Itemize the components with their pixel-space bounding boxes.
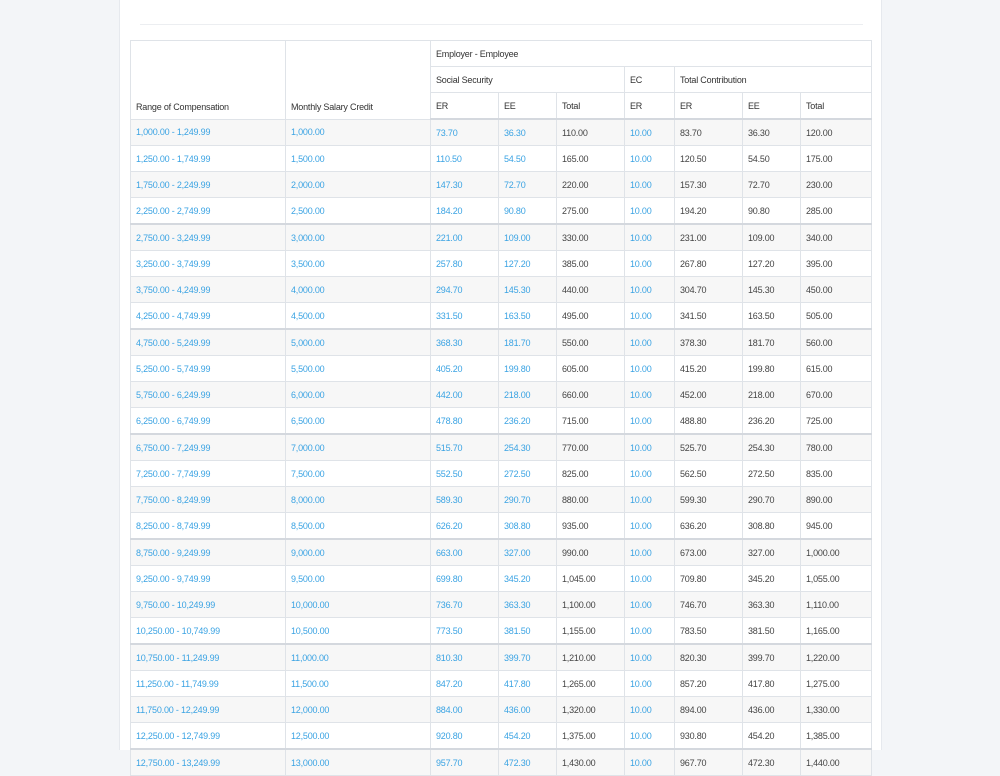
cell-ss-er[interactable]: 810.30 <box>431 644 499 671</box>
table-row <box>131 644 872 671</box>
cell-tc-ee: 72.70 <box>743 172 801 198</box>
cell-tc-er: 304.70 <box>675 277 743 303</box>
cell-range[interactable]: 10,750.00 - 11,249.99 <box>131 644 286 671</box>
cell-ss-ee[interactable]: 199.80 <box>499 356 557 382</box>
cell-ec-er[interactable]: 10.00 <box>625 434 675 461</box>
cell-ec-er[interactable]: 10.00 <box>625 723 675 750</box>
cell-tc-total: 1,165.00 <box>801 618 872 645</box>
cell-tc-total: 945.00 <box>801 513 872 540</box>
cell-tc-ee: 109.00 <box>743 224 801 251</box>
cell-monthly-salary-credit[interactable]: 2,500.00 <box>286 198 431 225</box>
cell-ss-ee[interactable]: 345.20 <box>499 566 557 592</box>
table-row <box>131 671 872 697</box>
cell-tc-ee: 417.80 <box>743 671 801 697</box>
cell-tc-er: 562.50 <box>675 461 743 487</box>
cell-ss-er[interactable]: 773.50 <box>431 618 499 645</box>
cell-tc-total: 340.00 <box>801 224 872 251</box>
cell-ss-er[interactable]: 294.70 <box>431 277 499 303</box>
cell-tc-total: 615.00 <box>801 356 872 382</box>
header-social-security: Social Security <box>431 67 625 93</box>
header-range-of-compensation: Range of Compensation <box>131 41 286 120</box>
cell-range[interactable]: 2,250.00 - 2,749.99 <box>131 198 286 225</box>
cell-ss-ee[interactable]: 272.50 <box>499 461 557 487</box>
cell-ss-total: 880.00 <box>557 487 625 513</box>
cell-monthly-salary-credit[interactable]: 9,500.00 <box>286 566 431 592</box>
cell-ec-er[interactable]: 10.00 <box>625 644 675 671</box>
contribution-table <box>130 40 872 776</box>
cell-monthly-salary-credit[interactable]: 11,500.00 <box>286 671 431 697</box>
header-ss-er: ER <box>431 93 499 120</box>
table-row <box>131 487 872 513</box>
cell-tc-ee: 145.30 <box>743 277 801 303</box>
cell-range[interactable]: 1,250.00 - 1,749.99 <box>131 146 286 172</box>
cell-range[interactable]: 1,750.00 - 2,249.99 <box>131 172 286 198</box>
cell-range[interactable]: 12,750.00 - 13,249.99 <box>131 749 286 776</box>
cell-range[interactable]: 12,250.00 - 12,749.99 <box>131 723 286 750</box>
cell-tc-er: 599.30 <box>675 487 743 513</box>
cell-ss-ee[interactable]: 417.80 <box>499 671 557 697</box>
cell-tc-ee: 290.70 <box>743 487 801 513</box>
cell-ss-ee[interactable]: 363.30 <box>499 592 557 618</box>
header-tc-ee: EE <box>743 93 801 120</box>
cell-tc-er: 120.50 <box>675 146 743 172</box>
cell-monthly-salary-credit[interactable]: 8,500.00 <box>286 513 431 540</box>
cell-ec-er[interactable]: 10.00 <box>625 513 675 540</box>
cell-ss-er[interactable]: 221.00 <box>431 224 499 251</box>
table-row <box>131 198 872 225</box>
cell-monthly-salary-credit[interactable]: 12,000.00 <box>286 697 431 723</box>
cell-tc-ee: 254.30 <box>743 434 801 461</box>
table-row <box>131 749 872 776</box>
cell-tc-total: 670.00 <box>801 382 872 408</box>
cell-tc-total: 725.00 <box>801 408 872 435</box>
content-card <box>119 0 882 768</box>
cell-monthly-salary-credit[interactable]: 9,000.00 <box>286 539 431 566</box>
cell-monthly-salary-credit[interactable]: 3,000.00 <box>286 224 431 251</box>
cell-ss-er[interactable]: 184.20 <box>431 198 499 225</box>
cell-tc-er: 783.50 <box>675 618 743 645</box>
cell-ss-er[interactable]: 663.00 <box>431 539 499 566</box>
cell-ss-ee[interactable]: 454.20 <box>499 723 557 750</box>
cell-ss-total: 990.00 <box>557 539 625 566</box>
cell-ec-er[interactable]: 10.00 <box>625 356 675 382</box>
cell-ss-ee[interactable]: 399.70 <box>499 644 557 671</box>
table-row <box>131 303 872 330</box>
cell-tc-ee: 381.50 <box>743 618 801 645</box>
header-total-contribution: Total Contribution <box>675 67 872 93</box>
cell-tc-er: 967.70 <box>675 749 743 776</box>
header-monthly-salary-credit: Monthly Salary Credit <box>286 41 431 120</box>
cell-tc-ee: 181.70 <box>743 329 801 356</box>
cell-ss-ee[interactable]: 381.50 <box>499 618 557 645</box>
cell-ec-er[interactable]: 10.00 <box>625 697 675 723</box>
cell-tc-er: 157.30 <box>675 172 743 198</box>
cell-ss-total: 1,045.00 <box>557 566 625 592</box>
cell-ss-ee[interactable]: 145.30 <box>499 277 557 303</box>
cell-tc-ee: 327.00 <box>743 539 801 566</box>
table-row <box>131 723 872 750</box>
cell-ec-er[interactable]: 10.00 <box>625 224 675 251</box>
cell-range[interactable]: 5,750.00 - 6,249.99 <box>131 382 286 408</box>
cell-range[interactable]: 8,250.00 - 8,749.99 <box>131 513 286 540</box>
table-row <box>131 434 872 461</box>
cell-tc-er: 231.00 <box>675 224 743 251</box>
cell-monthly-salary-credit[interactable]: 8,000.00 <box>286 487 431 513</box>
cell-tc-ee: 454.20 <box>743 723 801 750</box>
table-row <box>131 172 872 198</box>
cell-ec-er[interactable]: 10.00 <box>625 382 675 408</box>
cell-ss-total: 1,155.00 <box>557 618 625 645</box>
cell-ss-total: 1,210.00 <box>557 644 625 671</box>
cell-range[interactable]: 1,000.00 - 1,249.99 <box>131 119 286 146</box>
cell-range[interactable]: 11,750.00 - 12,249.99 <box>131 697 286 723</box>
cell-ss-total: 330.00 <box>557 224 625 251</box>
cell-tc-er: 894.00 <box>675 697 743 723</box>
cell-monthly-salary-credit[interactable]: 3,500.00 <box>286 251 431 277</box>
cell-ss-er[interactable]: 257.80 <box>431 251 499 277</box>
cell-tc-ee: 199.80 <box>743 356 801 382</box>
cell-ss-er[interactable]: 405.20 <box>431 356 499 382</box>
cell-range[interactable]: 2,750.00 - 3,249.99 <box>131 224 286 251</box>
cell-tc-total: 1,440.00 <box>801 749 872 776</box>
cell-ss-total: 110.00 <box>557 119 625 146</box>
cell-monthly-salary-credit[interactable]: 7,500.00 <box>286 461 431 487</box>
cell-ss-total: 770.00 <box>557 434 625 461</box>
cell-tc-er: 83.70 <box>675 119 743 146</box>
cell-ss-total: 1,320.00 <box>557 697 625 723</box>
cell-range[interactable]: 4,250.00 - 4,749.99 <box>131 303 286 330</box>
cell-ss-er[interactable]: 589.30 <box>431 487 499 513</box>
cell-monthly-salary-credit[interactable]: 10,000.00 <box>286 592 431 618</box>
table-row <box>131 408 872 435</box>
table-row <box>131 146 872 172</box>
table-row <box>131 251 872 277</box>
cell-tc-er: 746.70 <box>675 592 743 618</box>
cell-ss-er[interactable]: 478.80 <box>431 408 499 435</box>
cell-ss-total: 275.00 <box>557 198 625 225</box>
cell-ss-er[interactable]: 699.80 <box>431 566 499 592</box>
cell-tc-ee: 399.70 <box>743 644 801 671</box>
cell-ss-total: 1,430.00 <box>557 749 625 776</box>
cell-range[interactable]: 5,250.00 - 5,749.99 <box>131 356 286 382</box>
cell-ss-er[interactable]: 847.20 <box>431 671 499 697</box>
cell-tc-er: 378.30 <box>675 329 743 356</box>
cell-range[interactable]: 4,750.00 - 5,249.99 <box>131 329 286 356</box>
cell-tc-total: 1,385.00 <box>801 723 872 750</box>
cell-ec-er[interactable]: 10.00 <box>625 539 675 566</box>
cell-ec-er[interactable]: 10.00 <box>625 408 675 435</box>
cell-tc-total: 1,330.00 <box>801 697 872 723</box>
cell-ec-er[interactable]: 10.00 <box>625 198 675 225</box>
cell-ss-total: 825.00 <box>557 461 625 487</box>
cell-monthly-salary-credit[interactable]: 4,000.00 <box>286 277 431 303</box>
cell-tc-ee: 36.30 <box>743 119 801 146</box>
cell-ec-er[interactable]: 10.00 <box>625 749 675 776</box>
cell-ec-er[interactable]: 10.00 <box>625 172 675 198</box>
cell-monthly-salary-credit[interactable]: 13,000.00 <box>286 749 431 776</box>
cell-tc-total: 560.00 <box>801 329 872 356</box>
cell-ss-er[interactable]: 331.50 <box>431 303 499 330</box>
table-row <box>131 277 872 303</box>
cell-monthly-salary-credit[interactable]: 1,500.00 <box>286 146 431 172</box>
cell-monthly-salary-credit[interactable]: 5,000.00 <box>286 329 431 356</box>
cell-monthly-salary-credit[interactable]: 11,000.00 <box>286 644 431 671</box>
cell-ec-er[interactable]: 10.00 <box>625 119 675 146</box>
cell-tc-total: 1,000.00 <box>801 539 872 566</box>
cell-ss-er[interactable]: 552.50 <box>431 461 499 487</box>
cell-monthly-salary-credit[interactable]: 2,000.00 <box>286 172 431 198</box>
cell-ss-total: 605.00 <box>557 356 625 382</box>
cell-ss-total: 1,375.00 <box>557 723 625 750</box>
cell-ss-total: 660.00 <box>557 382 625 408</box>
cell-ss-ee[interactable]: 436.00 <box>499 697 557 723</box>
cell-range[interactable]: 10,250.00 - 10,749.99 <box>131 618 286 645</box>
cell-tc-ee: 308.80 <box>743 513 801 540</box>
cell-range[interactable]: 3,750.00 - 4,249.99 <box>131 277 286 303</box>
cell-tc-ee: 472.30 <box>743 749 801 776</box>
cell-ss-ee[interactable]: 36.30 <box>499 119 557 146</box>
table-row <box>131 592 872 618</box>
cell-tc-er: 930.80 <box>675 723 743 750</box>
cell-tc-total: 835.00 <box>801 461 872 487</box>
cell-tc-total: 285.00 <box>801 198 872 225</box>
cell-ec-er[interactable]: 10.00 <box>625 618 675 645</box>
cell-tc-ee: 236.20 <box>743 408 801 435</box>
cell-ss-ee[interactable]: 218.00 <box>499 382 557 408</box>
cell-ss-er[interactable]: 736.70 <box>431 592 499 618</box>
cell-range[interactable]: 6,250.00 - 6,749.99 <box>131 408 286 435</box>
cell-ec-er[interactable]: 10.00 <box>625 146 675 172</box>
cell-tc-total: 230.00 <box>801 172 872 198</box>
cell-tc-er: 709.80 <box>675 566 743 592</box>
header-ss-ee: EE <box>499 93 557 120</box>
cell-ss-ee[interactable]: 236.20 <box>499 408 557 435</box>
cell-ss-total: 1,265.00 <box>557 671 625 697</box>
cell-range[interactable]: 6,750.00 - 7,249.99 <box>131 434 286 461</box>
table-row <box>131 382 872 408</box>
cell-monthly-salary-credit[interactable]: 6,500.00 <box>286 408 431 435</box>
cell-ss-ee[interactable]: 254.30 <box>499 434 557 461</box>
cell-ss-er[interactable]: 626.20 <box>431 513 499 540</box>
table-row <box>131 329 872 356</box>
cell-ss-ee[interactable]: 290.70 <box>499 487 557 513</box>
cell-ss-er[interactable]: 368.30 <box>431 329 499 356</box>
cell-monthly-salary-credit[interactable]: 12,500.00 <box>286 723 431 750</box>
cell-range[interactable]: 7,250.00 - 7,749.99 <box>131 461 286 487</box>
cell-tc-ee: 54.50 <box>743 146 801 172</box>
cell-tc-ee: 218.00 <box>743 382 801 408</box>
cell-ss-total: 440.00 <box>557 277 625 303</box>
cell-ss-ee[interactable]: 127.20 <box>499 251 557 277</box>
cell-tc-er: 820.30 <box>675 644 743 671</box>
cell-ec-er[interactable]: 10.00 <box>625 277 675 303</box>
cell-ss-er[interactable]: 147.30 <box>431 172 499 198</box>
table-row <box>131 566 872 592</box>
cell-tc-er: 194.20 <box>675 198 743 225</box>
cell-ss-total: 550.00 <box>557 329 625 356</box>
cell-ss-ee[interactable]: 90.80 <box>499 198 557 225</box>
cell-range[interactable]: 9,750.00 - 10,249.99 <box>131 592 286 618</box>
cell-monthly-salary-credit[interactable]: 4,500.00 <box>286 303 431 330</box>
cell-tc-total: 890.00 <box>801 487 872 513</box>
section-divider <box>140 24 863 25</box>
cell-ss-total: 165.00 <box>557 146 625 172</box>
cell-range[interactable]: 8,750.00 - 9,249.99 <box>131 539 286 566</box>
cell-ss-ee[interactable]: 163.50 <box>499 303 557 330</box>
cell-monthly-salary-credit[interactable]: 6,000.00 <box>286 382 431 408</box>
cell-ss-er[interactable]: 442.00 <box>431 382 499 408</box>
cell-tc-ee: 163.50 <box>743 303 801 330</box>
cell-ec-er[interactable]: 10.00 <box>625 592 675 618</box>
cell-tc-er: 452.00 <box>675 382 743 408</box>
cell-ss-total: 715.00 <box>557 408 625 435</box>
cell-tc-ee: 363.30 <box>743 592 801 618</box>
cell-tc-total: 1,275.00 <box>801 671 872 697</box>
cell-ss-ee[interactable]: 308.80 <box>499 513 557 540</box>
header-ec-er: ER <box>625 93 675 120</box>
cell-ss-er[interactable]: 920.80 <box>431 723 499 750</box>
cell-ec-er[interactable]: 10.00 <box>625 329 675 356</box>
table-row <box>131 539 872 566</box>
cell-ec-er[interactable]: 10.00 <box>625 566 675 592</box>
table-row <box>131 618 872 645</box>
cell-ss-ee[interactable]: 72.70 <box>499 172 557 198</box>
header-employer-employee: Employer - Employee <box>431 41 872 67</box>
cell-range[interactable]: 9,250.00 - 9,749.99 <box>131 566 286 592</box>
cell-ss-ee[interactable]: 181.70 <box>499 329 557 356</box>
cell-ss-er[interactable]: 73.70 <box>431 119 499 146</box>
cell-tc-ee: 90.80 <box>743 198 801 225</box>
cell-monthly-salary-credit[interactable]: 10,500.00 <box>286 618 431 645</box>
table-header <box>131 41 872 120</box>
cell-tc-er: 673.00 <box>675 539 743 566</box>
cell-ss-ee[interactable]: 54.50 <box>499 146 557 172</box>
table-row <box>131 224 872 251</box>
cell-monthly-salary-credit[interactable]: 1,000.00 <box>286 119 431 146</box>
cell-ec-er[interactable]: 10.00 <box>625 303 675 330</box>
cell-ec-er[interactable]: 10.00 <box>625 251 675 277</box>
table-row <box>131 461 872 487</box>
cell-ss-ee[interactable]: 472.30 <box>499 749 557 776</box>
cell-tc-er: 267.80 <box>675 251 743 277</box>
cell-tc-total: 450.00 <box>801 277 872 303</box>
cell-range[interactable]: 11,250.00 - 11,749.99 <box>131 671 286 697</box>
cell-ec-er[interactable]: 10.00 <box>625 461 675 487</box>
cell-tc-total: 1,055.00 <box>801 566 872 592</box>
cell-tc-er: 488.80 <box>675 408 743 435</box>
cell-tc-total: 780.00 <box>801 434 872 461</box>
header-tc-total: Total <box>801 93 872 120</box>
cell-tc-total: 395.00 <box>801 251 872 277</box>
cell-ss-ee[interactable]: 109.00 <box>499 224 557 251</box>
header-tc-er: ER <box>675 93 743 120</box>
cell-tc-er: 636.20 <box>675 513 743 540</box>
cell-ss-total: 220.00 <box>557 172 625 198</box>
cell-ss-er[interactable]: 515.70 <box>431 434 499 461</box>
cell-tc-ee: 127.20 <box>743 251 801 277</box>
cell-range[interactable]: 7,750.00 - 8,249.99 <box>131 487 286 513</box>
cell-tc-er: 525.70 <box>675 434 743 461</box>
cell-tc-ee: 436.00 <box>743 697 801 723</box>
cell-ss-total: 385.00 <box>557 251 625 277</box>
table-row <box>131 356 872 382</box>
cell-ss-total: 495.00 <box>557 303 625 330</box>
header-ss-total: Total <box>557 93 625 120</box>
cell-ss-ee[interactable]: 327.00 <box>499 539 557 566</box>
table-body <box>131 119 872 776</box>
cell-tc-total: 175.00 <box>801 146 872 172</box>
cell-ec-er[interactable]: 10.00 <box>625 671 675 697</box>
cell-ss-er[interactable]: 110.50 <box>431 146 499 172</box>
cell-monthly-salary-credit[interactable]: 7,000.00 <box>286 434 431 461</box>
cell-tc-total: 120.00 <box>801 119 872 146</box>
cell-tc-total: 1,220.00 <box>801 644 872 671</box>
cell-tc-total: 1,110.00 <box>801 592 872 618</box>
cell-tc-total: 505.00 <box>801 303 872 330</box>
cell-tc-er: 341.50 <box>675 303 743 330</box>
cell-tc-er: 415.20 <box>675 356 743 382</box>
cell-monthly-salary-credit[interactable]: 5,500.00 <box>286 356 431 382</box>
table-row <box>131 697 872 723</box>
cell-tc-ee: 272.50 <box>743 461 801 487</box>
cell-ss-total: 935.00 <box>557 513 625 540</box>
header-ec: EC <box>625 67 675 93</box>
cell-ss-er[interactable]: 884.00 <box>431 697 499 723</box>
cell-ec-er[interactable]: 10.00 <box>625 487 675 513</box>
cell-ss-total: 1,100.00 <box>557 592 625 618</box>
cell-ss-er[interactable]: 957.70 <box>431 749 499 776</box>
cell-tc-ee: 345.20 <box>743 566 801 592</box>
table-row <box>131 119 872 146</box>
table-row <box>131 513 872 540</box>
cell-range[interactable]: 3,250.00 - 3,749.99 <box>131 251 286 277</box>
cell-tc-er: 857.20 <box>675 671 743 697</box>
